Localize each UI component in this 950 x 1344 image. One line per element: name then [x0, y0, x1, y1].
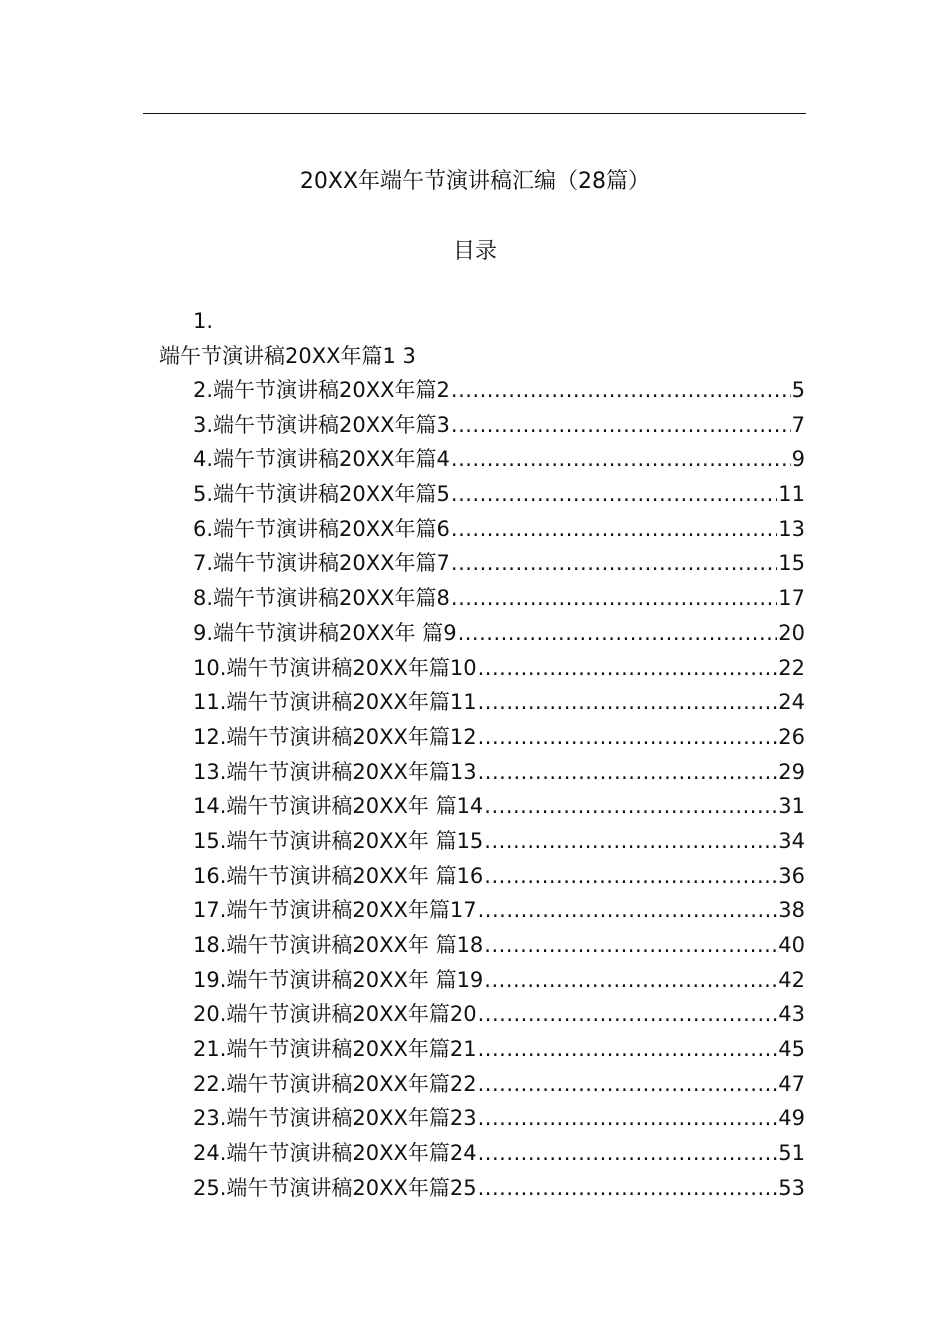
toc-entry-label: 23.端午节演讲稿20XX年篇23	[193, 1106, 477, 1131]
toc-heading: 目录	[452, 239, 497, 264]
toc-dot-leader	[451, 514, 777, 544]
toc-entry[interactable]	[193, 410, 805, 445]
toc-entry-page-number: 15	[778, 551, 805, 576]
toc-entry[interactable]	[193, 1173, 805, 1208]
toc-dot-leader	[451, 479, 777, 509]
toc-entry-label: 21.端午节演讲稿20XX年篇21	[193, 1037, 477, 1062]
toc-entry-page-number: 7	[791, 412, 805, 437]
toc-dot-leader	[478, 722, 778, 752]
toc-entry-page-number: 31	[778, 794, 805, 819]
toc-entry[interactable]	[193, 653, 805, 688]
toc-entry-page-number: 11	[778, 482, 805, 507]
document-title: 20XX年端午节演讲稿汇编（28篇）	[299, 169, 651, 194]
toc-entry[interactable]	[193, 861, 805, 896]
toc-dot-leader	[478, 1138, 778, 1168]
toc-entry-page-number: 42	[778, 967, 805, 992]
toc-entry[interactable]	[193, 722, 805, 757]
toc-entry[interactable]	[193, 375, 805, 410]
toc-dot-leader	[451, 375, 791, 405]
toc-entry[interactable]	[193, 514, 805, 549]
toc-entry[interactable]	[193, 479, 805, 514]
toc-entry-label: 17.端午节演讲稿20XX年篇17	[193, 898, 477, 923]
toc-entry-label: 25.端午节演讲稿20XX年篇25	[193, 1175, 477, 1200]
toc-entry-page-number: 29	[778, 759, 805, 784]
toc-entry-label: 16.端午节演讲稿20XX年 篇16	[193, 863, 484, 888]
toc-entry-page-number: 47	[778, 1071, 805, 1096]
toc-entry-label: 11.端午节演讲稿20XX年篇11	[193, 690, 477, 715]
toc-entry-label: 7.端午节演讲稿20XX年篇7	[193, 551, 450, 576]
toc-dot-leader	[478, 757, 778, 787]
toc-entry[interactable]	[193, 618, 805, 653]
toc-entry[interactable]	[193, 444, 805, 479]
toc-entry[interactable]	[193, 757, 805, 792]
toc-entry-label: 18.端午节演讲稿20XX年 篇18	[193, 933, 484, 957]
toc-entry-page-number: 26	[778, 724, 805, 749]
toc-entry-label: 13.端午节演讲稿20XX年篇13	[193, 759, 477, 784]
toc-entry-page-number: 13	[778, 516, 805, 541]
toc-entry-page-number: 22	[778, 655, 805, 680]
toc-entry[interactable]	[193, 999, 805, 1034]
toc-entry[interactable]	[193, 895, 805, 930]
toc-dot-leader	[458, 618, 778, 648]
toc-dot-leader	[484, 861, 777, 891]
toc-entry-label: 9.端午节演讲稿20XX年 篇9	[193, 620, 457, 645]
toc-dot-leader	[484, 826, 777, 856]
toc-entry[interactable]	[193, 1138, 805, 1173]
toc-entry-label: 2.端午节演讲稿20XX年篇2	[193, 378, 450, 402]
toc-dot-leader	[478, 687, 778, 717]
toc-entry[interactable]	[193, 965, 805, 1000]
toc-entry-page-number: 40	[778, 933, 805, 957]
toc-entry[interactable]	[193, 826, 805, 861]
toc-dot-leader	[478, 895, 778, 925]
toc-dot-leader	[478, 1034, 778, 1064]
toc-first-entry-number: 1.	[193, 309, 214, 333]
toc-dot-leader	[484, 791, 777, 821]
toc-entry[interactable]	[193, 1103, 805, 1138]
toc-entry-page-number: 38	[778, 898, 805, 923]
toc-entry-page-number: 20	[778, 620, 805, 645]
toc-entry[interactable]	[193, 548, 805, 583]
toc-entry-page-number: 53	[778, 1175, 805, 1200]
toc-entry-label: 10.端午节演讲稿20XX年篇10	[193, 655, 477, 680]
toc-dot-leader	[478, 999, 778, 1029]
toc-entry[interactable]	[193, 791, 805, 826]
toc-entry-page-number: 49	[778, 1106, 805, 1131]
toc-entry[interactable]	[193, 930, 805, 965]
toc-entry-label: 4.端午节演讲稿20XX年篇4	[193, 447, 450, 472]
toc-entry-page-number: 5	[791, 378, 805, 402]
toc-dot-leader	[478, 1069, 778, 1099]
toc-dot-leader	[451, 444, 791, 474]
toc-entry[interactable]	[193, 1034, 805, 1069]
toc-entry[interactable]	[193, 1069, 805, 1104]
toc-dot-leader	[484, 965, 777, 995]
toc-entry[interactable]	[193, 687, 805, 722]
toc-list	[193, 375, 805, 1208]
toc-entry-page-number: 43	[778, 1002, 805, 1027]
toc-entry-page-number: 34	[778, 828, 805, 853]
toc-entry-label: 20.端午节演讲稿20XX年篇20	[193, 1002, 477, 1027]
toc-entry[interactable]	[193, 583, 805, 618]
toc-entry-page-number: 45	[778, 1037, 805, 1062]
toc-dot-leader	[478, 1173, 778, 1203]
toc-dot-leader	[451, 583, 777, 613]
toc-dot-leader	[478, 1103, 778, 1133]
toc-entry-label: 22.端午节演讲稿20XX年篇22	[193, 1071, 477, 1096]
toc-entry-page-number: 51	[778, 1141, 805, 1166]
toc-entry-page-number: 9	[791, 447, 805, 472]
toc-entry-page-number: 24	[778, 690, 805, 715]
toc-entry-label: 8.端午节演讲稿20XX年篇8	[193, 586, 450, 611]
toc-entry-label: 14.端午节演讲稿20XX年 篇14	[193, 794, 484, 819]
toc-entry-page-number: 36	[778, 863, 805, 888]
toc-entry-page-number: 17	[778, 586, 805, 611]
header-rule	[143, 113, 806, 114]
toc-entry-label: 24.端午节演讲稿20XX年篇24	[193, 1141, 477, 1166]
toc-first-entry-text: 端午节演讲稿20XX年篇1 3	[159, 344, 416, 368]
toc-entry-label: 3.端午节演讲稿20XX年篇3	[193, 412, 450, 437]
toc-entry-label: 19.端午节演讲稿20XX年 篇19	[193, 967, 484, 992]
toc-entry-label: 15.端午节演讲稿20XX年 篇15	[193, 828, 484, 853]
toc-dot-leader	[451, 548, 777, 578]
toc-dot-leader	[484, 930, 777, 960]
toc-entry-label: 5.端午节演讲稿20XX年篇5	[193, 482, 450, 507]
toc-dot-leader	[478, 653, 778, 683]
toc-dot-leader	[451, 410, 791, 440]
toc-entry-label: 12.端午节演讲稿20XX年篇12	[193, 724, 477, 749]
toc-entry-label: 6.端午节演讲稿20XX年篇6	[193, 516, 450, 541]
